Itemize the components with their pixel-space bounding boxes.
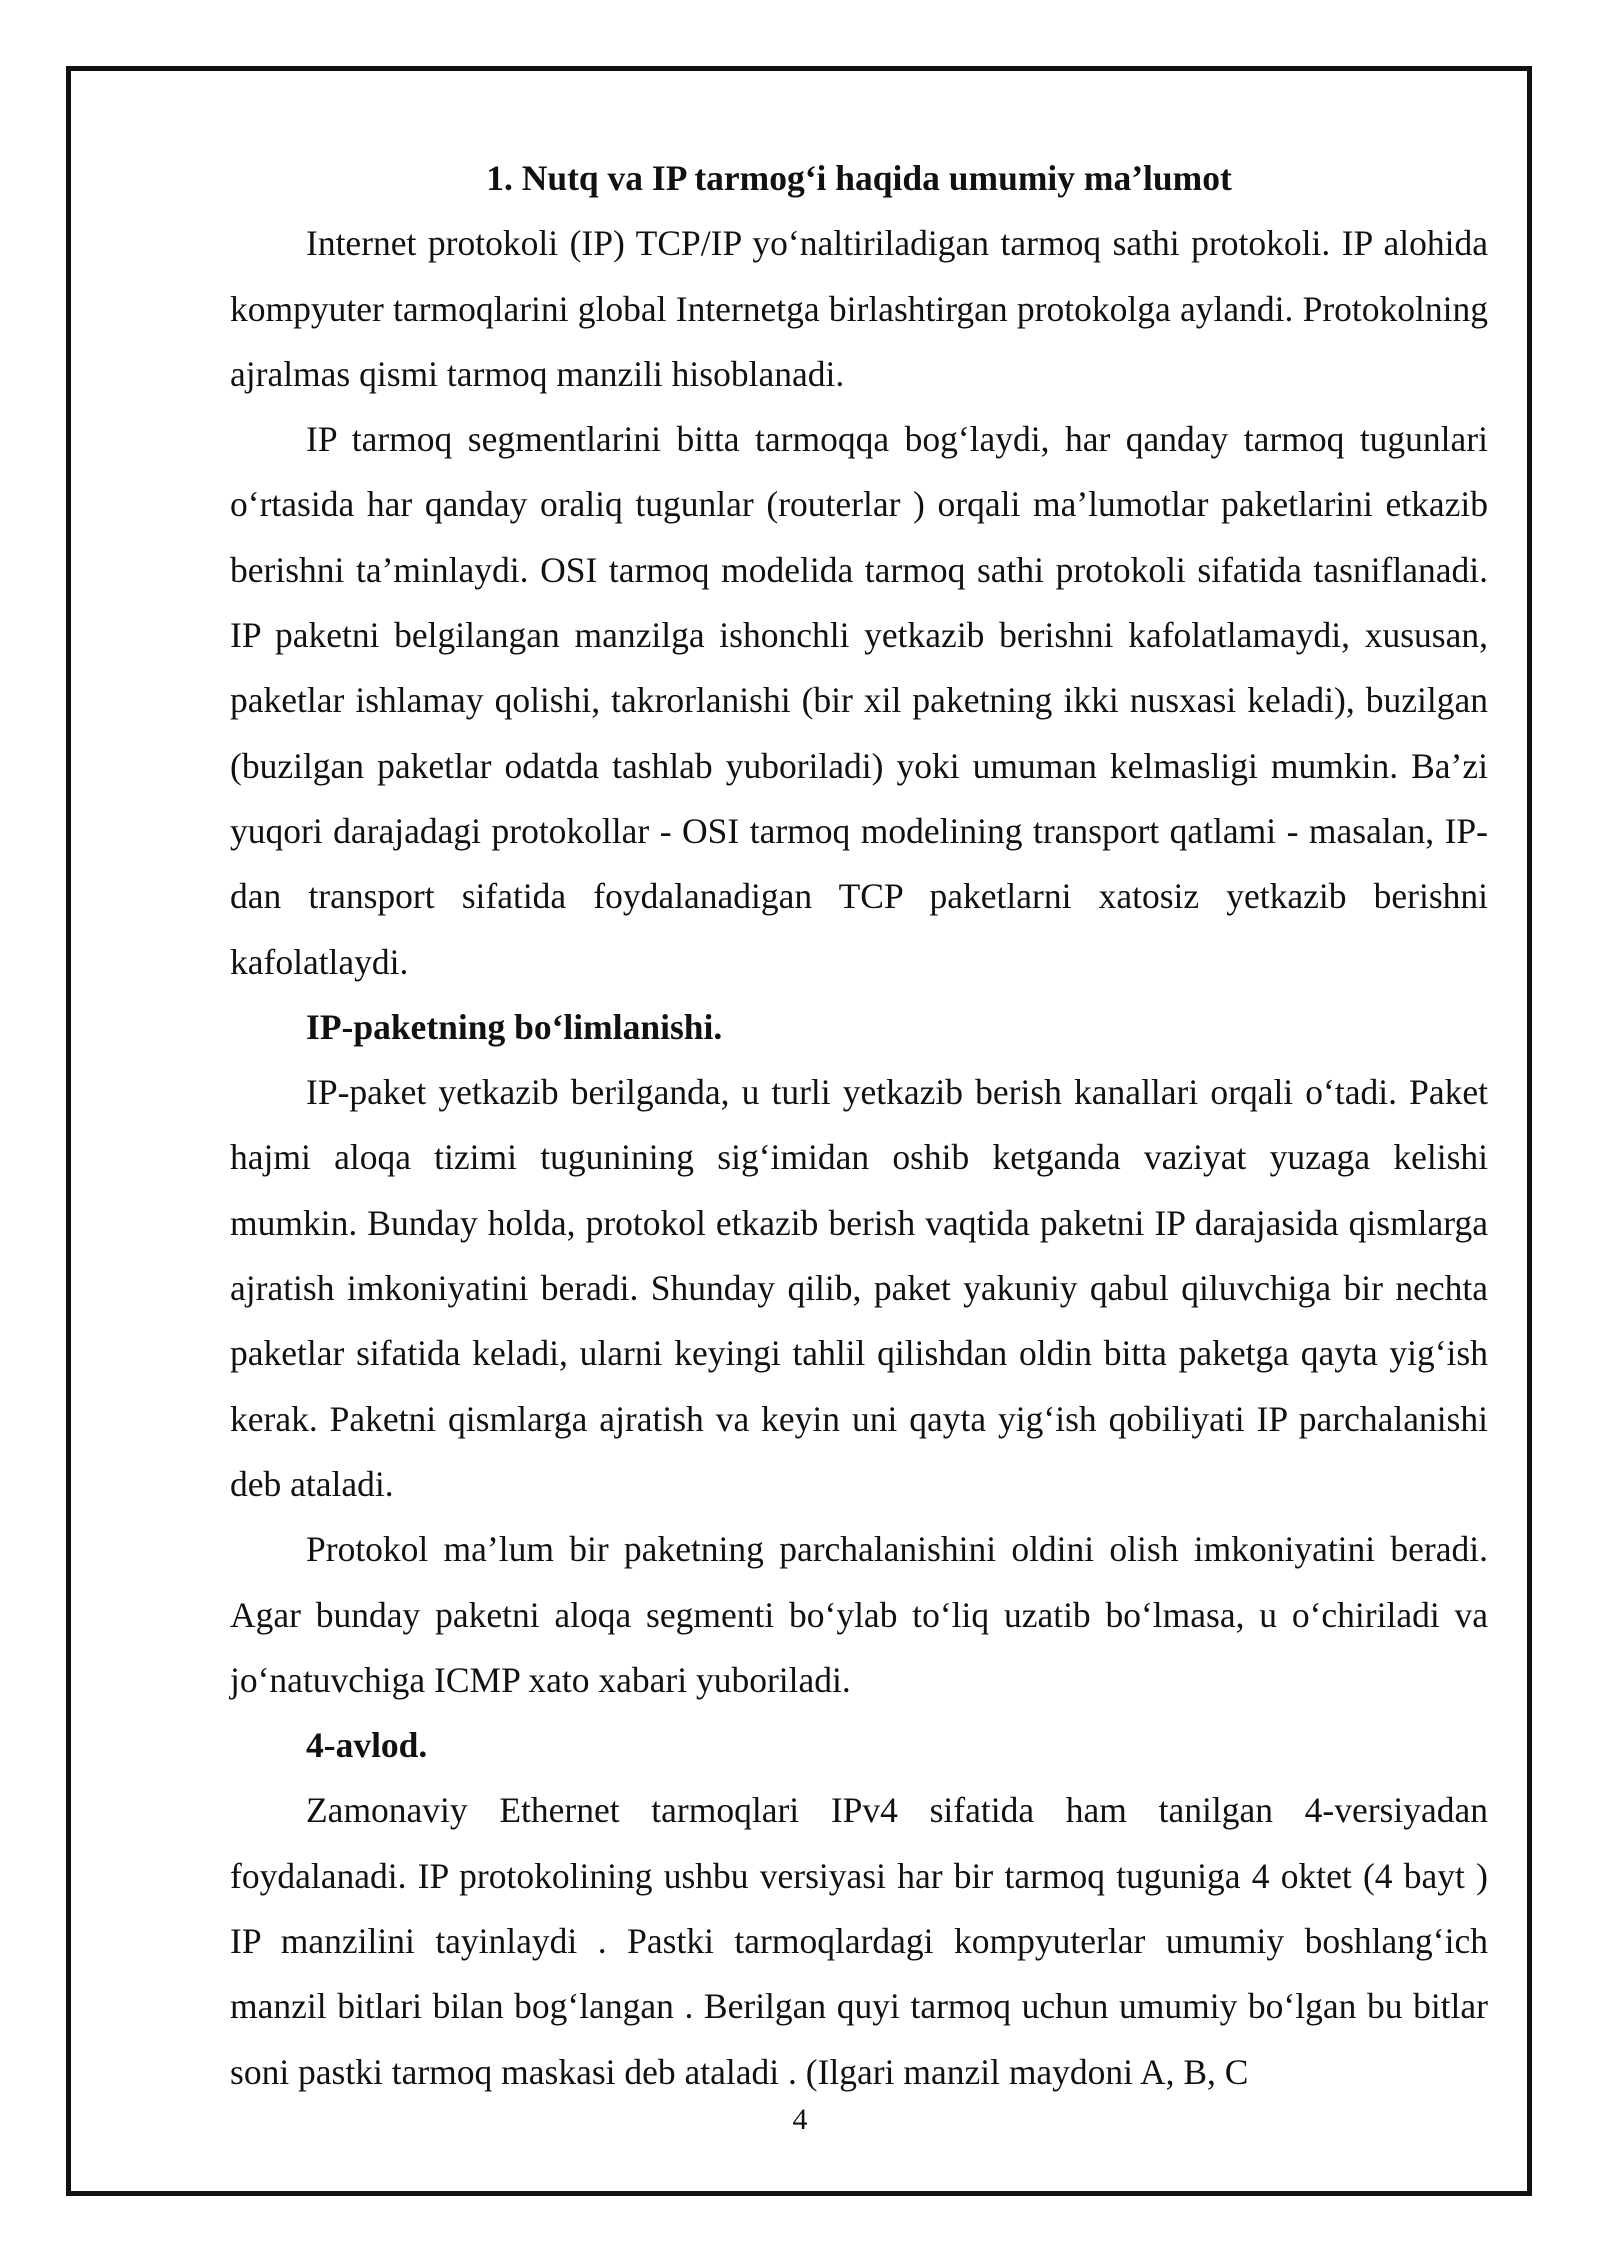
subheading-fragmentation: IP-paketning bo‘limlanishi. bbox=[306, 1006, 723, 1047]
document-body bbox=[230, 146, 1488, 2105]
paragraph-ip-description: IP tarmoq segmentlarini bitta tarmoqqa bog‘laydi, har qanday tarmoq tugunlari o‘rtasida har qanday oraliq tugunlar (routerlar ) orqali ma’lumotlar paketlarini etkazib berishni ta’minlaydi. OSI tarmoq modelida tarmoq sathi protokoli sifatida tasniflanadi. IP paketni belgilangan manzilga ishonchli yetkazib berishni kafolatlamaydi, xususan, paketlar ishlamay qolishi, takrorlanishi (bir xil paketning ikki nusxasi keladi), buzilgan (buzilgan paketlar odatda tashlab yuboriladi) yoki umuman kelmasligi mumkin. Ba’zi yuqori darajadagi protokollar - OSI tarmoq modelining transport qatlami - masalan, IP-dan transport sifatida foydalanadigan TCP paketlarni xatosiz yetkazib berishni kafolatlaydi. bbox=[230, 419, 1488, 982]
paragraph-ipv4: Zamonaviy Ethernet tarmoqlari IPv4 sifatida ham tanilgan 4-versiyadan foydalanadi. IP protokolining ushbu versiyasi har bir tarmoq tuguniga 4 oktet (4 bayt ) IP manzilini tayinlaydi . Pastki tarmoqlardagi kompyuterlar umumiy boshlang‘ich manzil bitlari bilan bog‘langan . Berilgan quyi tarmoq uchun umumiy bo‘lgan bu bitlar soni pastki tarmoq maskasi deb ataladi . (Ilgari manzil maydoni A, B, C bbox=[230, 1790, 1488, 2092]
paragraph-fragmentation: IP-paket yetkazib berilganda, u turli yetkazib berish kanallari orqali o‘tadi. Paket hajmi aloqa tizimi tugunining sig‘imidan oshib ketganda vaziyat yuzaga kelishi mumkin. Bunday holda, protokol etkazib berish vaqtida paketni IP darajasida qismlarga ajratish imkoniyatini beradi. Shunday qilib, paket yakuniy qabul qiluvchiga bir nechta paketlar sifatida keladi, ularni keyingi tahlil qilishdan oldin bitta paketga qayta yig‘ish kerak. Paketni qismlarga ajratish va keyin uni qayta yig‘ish qobiliyati IP parchalanishi deb ataladi. bbox=[230, 1072, 1488, 1504]
section-title: 1. Nutq va IP tarmog‘i haqida umumiy ma’lumot bbox=[486, 158, 1232, 198]
page-number: 4 bbox=[792, 2103, 808, 2136]
subheading-ipv4: 4-avlod. bbox=[306, 1725, 428, 1766]
paragraph-fragmentation-prevention: Protokol ma’lum bir paketning parchalanishini oldini olish imkoniyatini beradi. Agar bunday paketni aloqa segmenti bo‘ylab to‘liq uzatib bo‘lmasa, u o‘chiriladi va jo‘natuvchiga ICMP xato xabari yuboriladi. bbox=[230, 1529, 1488, 1700]
paragraph-intro: Internet protokoli (IP) TCP/IP yo‘naltiriladigan tarmoq sathi protokoli. IP alohida kompyuter tarmoqlarini global Internetga birlashtirgan protokolga aylandi. Protokolning ajralmas qismi tarmoq manzili hisoblanadi. bbox=[230, 223, 1488, 394]
